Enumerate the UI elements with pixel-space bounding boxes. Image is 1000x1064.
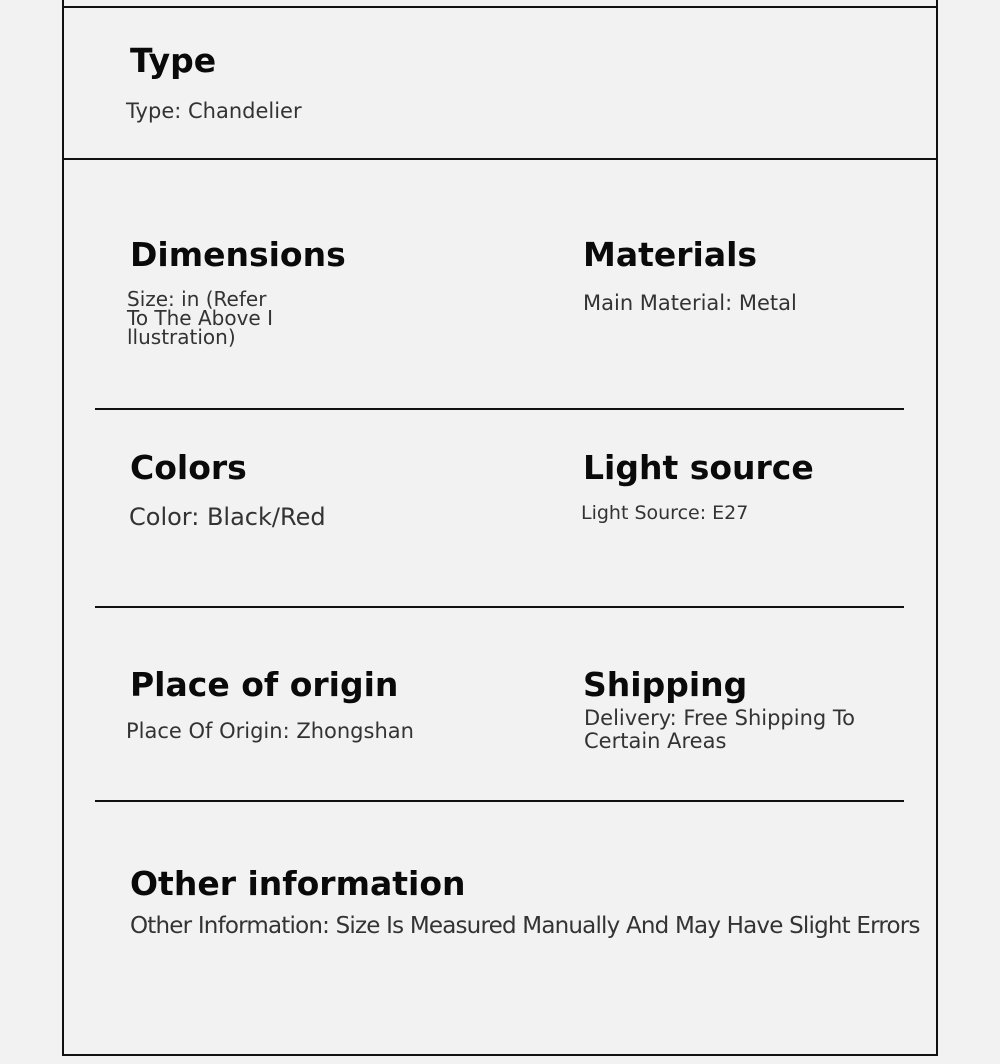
dimensions-value: Size: in (Refer To The Above I llustration) (127, 287, 273, 349)
light-source-value: Light Source: E27 (581, 502, 749, 524)
shipping-heading: Shipping (583, 665, 748, 704)
divider-1 (95, 408, 904, 410)
shipping-value: Delivery: Free Shipping To Certain Areas (584, 706, 856, 754)
other-information-heading: Other information (130, 864, 466, 903)
place-of-origin-value: Place Of Origin: Zhongshan (126, 719, 414, 743)
colors-value: Color: Black/Red (129, 503, 326, 531)
colors-heading: Colors (130, 448, 247, 487)
type-heading: Type (130, 41, 217, 80)
dimensions-heading: Dimensions (130, 235, 346, 274)
divider-3 (95, 800, 904, 802)
other-information-value: Other Information: Size Is Measured Manually And May Have Slight Errors (130, 913, 920, 939)
materials-value: Main Material: Metal (583, 291, 797, 315)
materials-heading: Materials (583, 235, 758, 274)
type-section-frame (62, 6, 938, 160)
place-of-origin-heading: Place of origin (130, 665, 399, 704)
type-value: Type: Chandelier (126, 99, 302, 123)
divider-2 (95, 606, 904, 608)
light-source-heading: Light source (583, 448, 814, 487)
